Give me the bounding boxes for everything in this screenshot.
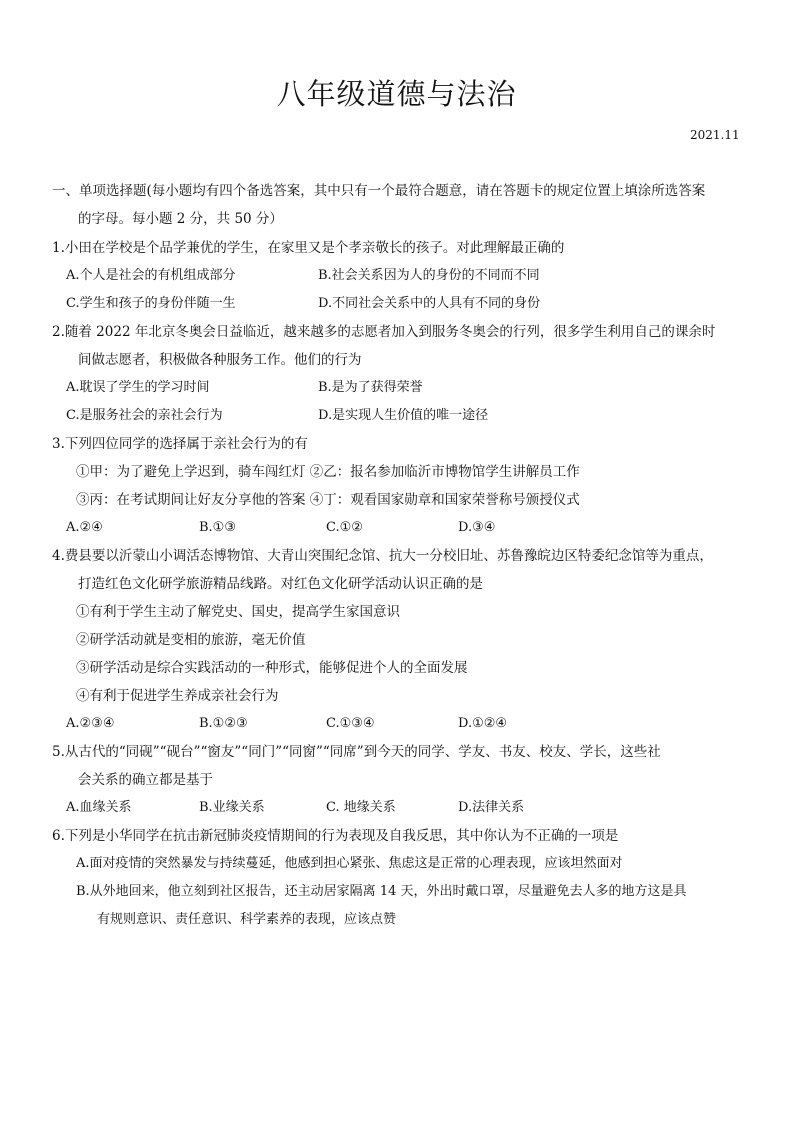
question-6-option-a: A.面对疫情的突然暴发与持续蔓延，他感到担心紧张、焦虑这是正常的心理表现，应该坦然面对 [76, 856, 623, 871]
question-2-stem-cont: 间做志愿者，积极做各种服务工作。他们的行为 [78, 352, 362, 368]
question-1-stem: 1.小田在学校是个品学兼优的学生，在家里又是个孝亲敬长的孩子。对此理解最正确的 [52, 240, 565, 256]
question-1-option-c: C.学生和孩子的身份伴随一生 [66, 296, 236, 311]
question-3-item-row-2: ③丙：在考试期间让好友分享他的答案 ④丁：观看国家勋章和国家荣誉称号颁授仪式 [76, 492, 580, 508]
question-5-option-d: D.法律关系 [458, 800, 525, 815]
question-2-option-c: C.是服务社会的亲社会行为 [66, 408, 223, 423]
question-5-stem-cont: 会关系的确立都是基于 [78, 772, 213, 788]
page-title: 八年级道德与法治 [276, 77, 517, 111]
question-1-option-b: B.社会关系因为人的身份的不同而不同 [318, 268, 540, 283]
question-6-option-b-cont: 有规则意识、责任意识、科学素养的表现，应该点赞 [97, 912, 397, 927]
question-3-option-c: C.①② [326, 520, 363, 535]
question-3-option-d: D.③④ [458, 520, 496, 535]
question-4-item-3: ③研学活动是综合实践活动的一种形式，能够促进个人的全面发展 [76, 660, 468, 676]
question-4-stem-cont: 打造红色文化研学旅游精品线路。对红色文化研学活动认识正确的是 [78, 576, 483, 592]
question-5-option-c: C. 地缘关系 [326, 800, 396, 815]
question-4-item-2: ②研学活动就是变相的旅游，毫无价值 [76, 632, 306, 648]
question-4-option-a: A.②③④ [66, 716, 115, 731]
question-2-option-a: A.耽误了学生的学习时间 [66, 380, 210, 395]
question-4-option-d: D.①②④ [458, 716, 508, 731]
exam-date: 2021.11 [690, 128, 740, 142]
question-1-option-d: D.不同社会关系中的人具有不同的身份 [318, 296, 541, 311]
question-6-stem: 6.下列是小华同学在抗击新冠肺炎疫情期间的行为表现及自我反思，其中你认为不正确的一项是 [52, 828, 619, 844]
question-3-option-b: B.①③ [199, 520, 236, 535]
question-6-option-b: B.从外地回来，他立刻到社区报告，还主动居家隔离 14 天，外出时戴口罩，尽量避免去人多的地方这是具 [76, 884, 687, 899]
question-5-option-a: A.血缘关系 [66, 800, 132, 815]
question-2-option-b: B.是为了获得荣誉 [318, 380, 423, 395]
question-2-option-d: D.是实现人生价值的唯一途径 [318, 408, 489, 423]
question-1-option-a: A.个人是社会的有机组成部分 [66, 268, 236, 283]
question-4-item-1: ①有利于学生主动了解党史、国史，提高学生家国意识 [76, 604, 400, 620]
section-heading: 一、单项选择题(每小题均有四个备选答案，其中只有一个最符合题意，请在答题卡的规定位置上填涂所选答案 [52, 183, 706, 199]
question-4-option-c: C.①③④ [326, 716, 375, 731]
question-3-stem: 3.下列四位同学的选择属于亲社会行为的有 [52, 436, 308, 452]
question-5-stem: 5.从古代的“同砚”“砚台”“窗友”“同门”“同窗”“同席”到今天的同学、学友、书友、校友、学长，这些社 [52, 744, 661, 760]
question-4-item-4: ④有利于促进学生养成亲社会行为 [76, 688, 279, 704]
question-4-stem: 4.费县要以沂蒙山小调活态博物馆、大青山突围纪念馆、抗大一分校旧址、苏鲁豫皖边区特委纪念馆等为重点， [52, 548, 713, 564]
question-3-item-row-1: ①甲：为了避免上学迟到，骑车闯红灯 ②乙：报名参加临沂市博物馆学生讲解员工作 [76, 464, 580, 480]
question-5-option-b: B.业缘关系 [199, 800, 265, 815]
question-4-option-b: B.①②③ [199, 716, 248, 731]
section-heading-cont: 的字母。每小题 2 分，共 50 分） [78, 211, 283, 227]
question-3-option-a: A.②④ [66, 520, 103, 535]
question-2-stem: 2.随着 2022 年北京冬奥会日益临近，越来越多的志愿者加入到服务冬奥会的行列，很多学生利用自己的课余时 [52, 324, 716, 340]
